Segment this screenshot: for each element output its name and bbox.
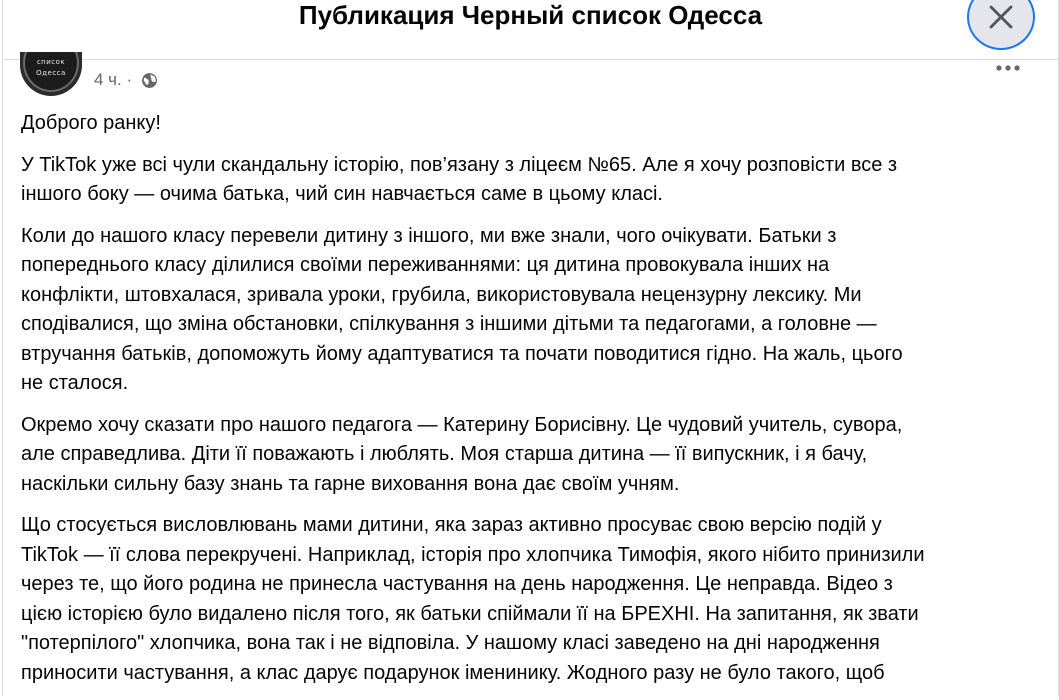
post-paragraph: Що стосується висловлювань мами дитини, яка зараз активно просуває свою версію подій у TikTok — її слова перекручені. Наприклад, історія про хлопчика Тимофія, якого нібито принизили через те, що його родина не принесла частування на день народження. Це неправда. Відео з цією історією було видалено після того, як батьки спіймали її на БРЕХНІ. На запитання, як звати "потерпілого" хлопчика, вона так і не відповіла. У нашому класі заведено на дні народження приносити частування, а клас дарує подарунок іменинику. Жодного разу не було такого, щоб: [21, 514, 925, 684]
post-paragraph: У TikTok уже всі чули скандальну історію, пов’язану з ліцеєм №65. Але я хочу розповісти все з іншого боку — очима батька, чий син навчається саме в цьому класі.: [21, 153, 898, 205]
post-paragraph: Доброго ранку!: [21, 112, 161, 134]
dialog-header: [3, 0, 1058, 60]
post-paragraph: Окремо хочу сказати про нашого педагога — Катерину Борисівну. Це чудовий учитель, сувора, але справедлива. Діти її поважають і люблять. Моя старша дитина — її випускник, і я бачу, наскільки сильну базу знань та гарне виховання вона дає своїм учням.: [21, 413, 903, 495]
globe-icon: [141, 72, 158, 89]
close-button[interactable]: [969, 0, 1033, 48]
post-timestamp[interactable]: 4 ч. ·: [94, 70, 133, 89]
avatar[interactable]: [20, 52, 82, 96]
post-text: [21, 109, 1041, 700]
avatar-text: Одесса: [36, 69, 66, 77]
post-dialog: [2, 0, 1059, 696]
post-paragraph: Коли до нашого класу перевели дитину з іншого, ми вже знали, чого очікувати. Батьки з попереднього класу ділилися своїми переживаннями: ця дитина провокувала інших на конфлікти, штовхалася, зривала уроки, грубила, використовувала нецензурну лексику. Ми сподівалися, що зміна обстановки, спілкування з іншими дітьми та педагогами, а головне — втручання батьків, допоможуть йому адаптуватися та почати поводитися гідно. На жаль, цього не сталося.: [21, 224, 903, 394]
avatar-text: список: [36, 58, 66, 66]
post-meta: [3, 60, 1058, 104]
more-horizontal-icon[interactable]: [995, 64, 1021, 72]
page-title: Публикация Черный список Одесса: [298, 0, 763, 30]
close-icon: [988, 4, 1014, 30]
